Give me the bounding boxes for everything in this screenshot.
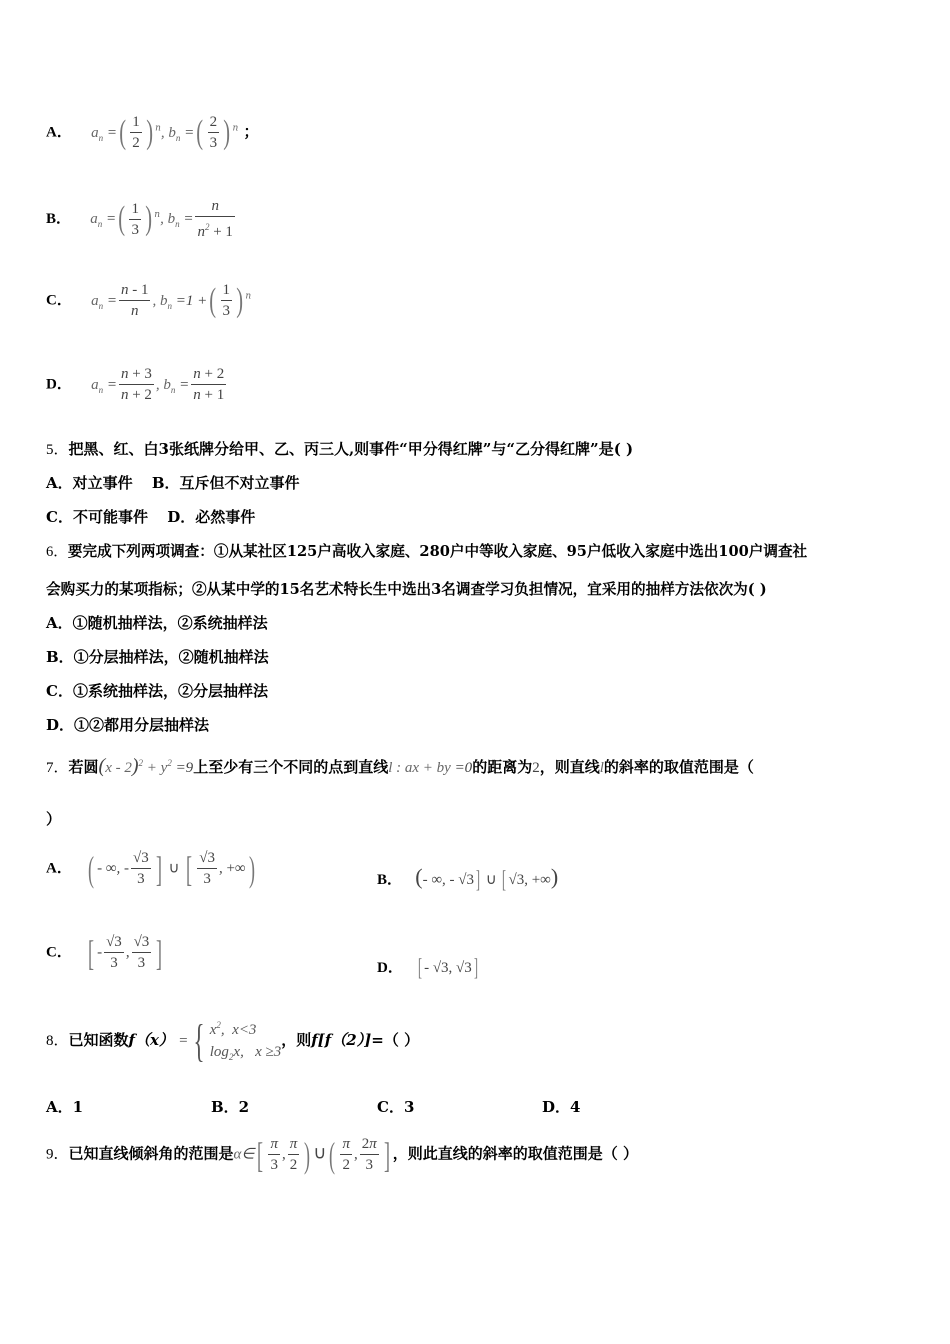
question-text-mid1: 上至少有三个不同的点到直线 bbox=[193, 758, 389, 776]
question-number: 5． bbox=[46, 442, 69, 458]
math-expression: $a_n$ = bbox=[91, 124, 117, 143]
question-6-line-2 bbox=[46, 578, 767, 599]
option-b-prev: B． $a_n$ =( $\frac{1}{3}$ ) $^n$, $b_n$ = $\frac{n}{n^2 + 1}$ bbox=[46, 198, 233, 240]
circle-equation: $(x - 2)^2 + y^2 =9$ bbox=[98, 755, 194, 777]
question-number: 6． bbox=[46, 544, 68, 560]
q7-option-d: D． [ - √3, √3] bbox=[377, 955, 478, 981]
q8-option-c: C．3 bbox=[377, 1098, 415, 1116]
option-label: A． bbox=[46, 860, 72, 877]
question-7 bbox=[46, 755, 754, 778]
math-expression: $a_n$ = bbox=[91, 376, 117, 395]
question-number: 7． bbox=[46, 760, 69, 776]
math-expression: $a_n$ = bbox=[90, 211, 117, 229]
q7-option-b: B． (- ∞, - √3] ∪ [ √3, +∞) bbox=[377, 864, 559, 893]
q7-option-c: C． [ - $\frac{√3}{3}$ , $\frac{√3}{3}$ ] bbox=[46, 932, 163, 973]
angle-range: α∈ bbox=[233, 1146, 255, 1163]
question-5 bbox=[46, 438, 633, 459]
q5-options-row-1 bbox=[46, 472, 300, 493]
question-text-post: ，则此直线的斜率的取值范围是（ ） bbox=[392, 1144, 638, 1163]
question-6-line-1 bbox=[46, 540, 807, 561]
function-name: f（x） bbox=[128, 1031, 174, 1049]
question-text-post: 的斜率的取值范围是（ bbox=[603, 758, 754, 776]
question-text: 要完成下列两项调查：①从某社区125户高收入家庭、280户中等收入家庭、95户低收入家庭中选出100户调查社 bbox=[67, 543, 808, 560]
question-8: 8．已知函数f（x） = { $x^2$, x<3 $\log_2x$, x ≥3，则f[f（2）]=（ ） bbox=[46, 1015, 420, 1066]
distance-value: 2 bbox=[532, 760, 540, 776]
question-text-pre: 若圆 bbox=[68, 758, 99, 776]
option-c-prev: C． $a_n$ = $\frac{n - 1}{n}$ , $b_n =1$ +( $\frac{1}{3}$ ) $^n$ bbox=[46, 281, 252, 319]
question-text-mid3: ，则直线 bbox=[539, 758, 600, 776]
q5-option-b: B．互斥但不对立事件 bbox=[151, 474, 300, 492]
q7-close-paren: ） bbox=[46, 810, 62, 828]
q5-option-d: D．必然事件 bbox=[167, 508, 256, 526]
q6-option-a: A．①随机抽样法，②系统抽样法 bbox=[46, 614, 268, 632]
question-number: 9． bbox=[46, 1146, 69, 1163]
question-text-eq: =（ ） bbox=[371, 1031, 420, 1049]
question-9: 9．已知直线倾斜角的范围是α∈[ $\frac{\pi}{3}$ , $\frac{\pi}{2}$ ) ∪( $\frac{\pi}{2}$ , $\frac{2\pi}{3}$ ] ，则此直线的斜率的取值范围是（ ） bbox=[46, 1134, 638, 1175]
option-label: B． bbox=[46, 211, 72, 227]
q5-option-c: C．不可能事件 bbox=[46, 508, 148, 526]
option-tail: ； bbox=[243, 122, 259, 141]
option-label: B． bbox=[377, 872, 403, 888]
option-label: D． bbox=[46, 376, 72, 393]
option-label: D． bbox=[377, 960, 403, 976]
q8-option-b: B．2 bbox=[211, 1098, 250, 1116]
option-label: C． bbox=[46, 292, 72, 309]
question-number: 8． bbox=[46, 1033, 69, 1049]
question-text: 会购买力的某项指标；②从某中学的15名艺术特长生中选出3名调查学习负担情况，宜采用的抽样方法依次为( ) bbox=[46, 581, 767, 598]
composite-function: f[f（2）] bbox=[311, 1031, 372, 1049]
option-label: C． bbox=[46, 944, 72, 961]
question-text: 把黑、红、白3张纸牌分给甲、乙、丙三人,则事件“甲分得红牌”与“乙分得红牌”是( ) bbox=[68, 440, 634, 458]
piecewise-cases: $x^2$, x<3 $\log_2x$, x ≥3 bbox=[209, 1020, 282, 1062]
q5-options-row-2 bbox=[46, 506, 255, 527]
line-equation: l : ax + by =0 bbox=[388, 760, 473, 776]
q8-option-a: A．1 bbox=[46, 1098, 84, 1116]
question-text-mid2: 的距离为 bbox=[472, 758, 533, 776]
option-a-prev: A． $a_n$ =( $\frac{1}{2}$ ) $^n$, $b_n$ =( $\frac{2}{3}$ ) $^n$ ； bbox=[46, 113, 259, 151]
q6-option-b: B．①分层抽样法，②随机抽样法 bbox=[46, 648, 269, 666]
q7-option-a: A． ( - ∞, - $\frac{√3}{3}$ ] ∪ [ $\frac{√3}{3}$ , +∞) bbox=[46, 848, 255, 889]
q5-option-a: A．对立事件 bbox=[46, 474, 133, 492]
option-label: A． bbox=[46, 124, 72, 141]
q6-option-c: C．①系统抽样法，②分层抽样法 bbox=[46, 682, 268, 700]
q8-option-d: D．4 bbox=[542, 1098, 581, 1116]
q6-option-d: D．①②都用分层抽样法 bbox=[46, 716, 210, 734]
question-text-post: ，则 bbox=[281, 1031, 312, 1049]
question-text-pre: 已知函数 bbox=[68, 1031, 129, 1049]
question-text-pre: 已知直线倾斜角的范围是 bbox=[68, 1144, 234, 1163]
math-expression: $a_n$ = bbox=[91, 292, 117, 311]
line-symbol: l bbox=[599, 760, 604, 776]
option-d-prev: D． $a_n$ = $\frac{n + 3}{n + 2}$ , $b_n$ = $\frac{n + 2}{n + 1}$ bbox=[46, 366, 225, 403]
